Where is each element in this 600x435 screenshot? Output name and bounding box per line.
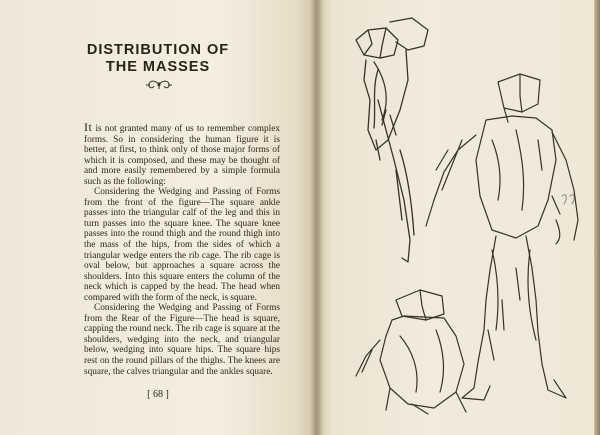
lower-torso-sketch: [356, 290, 466, 414]
paragraph-intro: [84, 122, 280, 187]
page-edge: [594, 0, 600, 435]
paragraph-front: Considering the Wedging and Passing of Forms from the front of the figure—The square ankle passes into the triangular calf of the leg and this in turn passes into the square knee. The square knee passes into the round thigh and the round thigh into the mass of the hips, from the sides of which a triangular wedge enters the rib cage. The rib cage is oval below, but approaches a square across the shoulders. Into this square enters the column of the neck which is capped by the head. The head when compared with the form of the neck, is square.: [84, 187, 280, 303]
chapter-title-line-1: DISTRIBUTION OF: [86, 42, 230, 58]
fleuron-ornament-icon: [144, 78, 174, 92]
paragraph-intro-text: is not granted many of us to remember complex forms. So in considering the human figure it is better, at first, to think only of those major forms of which it is composed, and these may be thought of and more easily remembered by a simple formula such as the following:: [84, 124, 280, 187]
body-text: [84, 122, 280, 377]
chapter-title-line-2: THE MASSES: [105, 59, 211, 75]
torso-sketch-top: [356, 18, 428, 262]
drop-cap: It: [84, 120, 93, 134]
book-gutter: [310, 0, 324, 435]
page-number: [ 68 ]: [147, 389, 169, 400]
standing-figure-sketch: [426, 74, 578, 400]
signature-mark: [562, 195, 574, 204]
figure-sketch-illustration: [316, 0, 600, 435]
paragraph-rear: Considering the Wedging and Passing of Forms from the Rear of the Figure—The head is square, capping the round neck. The rib cage is square at the shoulders, wedging into the neck, and triangular below, wedging into square hips. The square hips rest on the round pillars of the thighs. The knees are square, the calves triangular and the ankles square.: [84, 303, 280, 377]
